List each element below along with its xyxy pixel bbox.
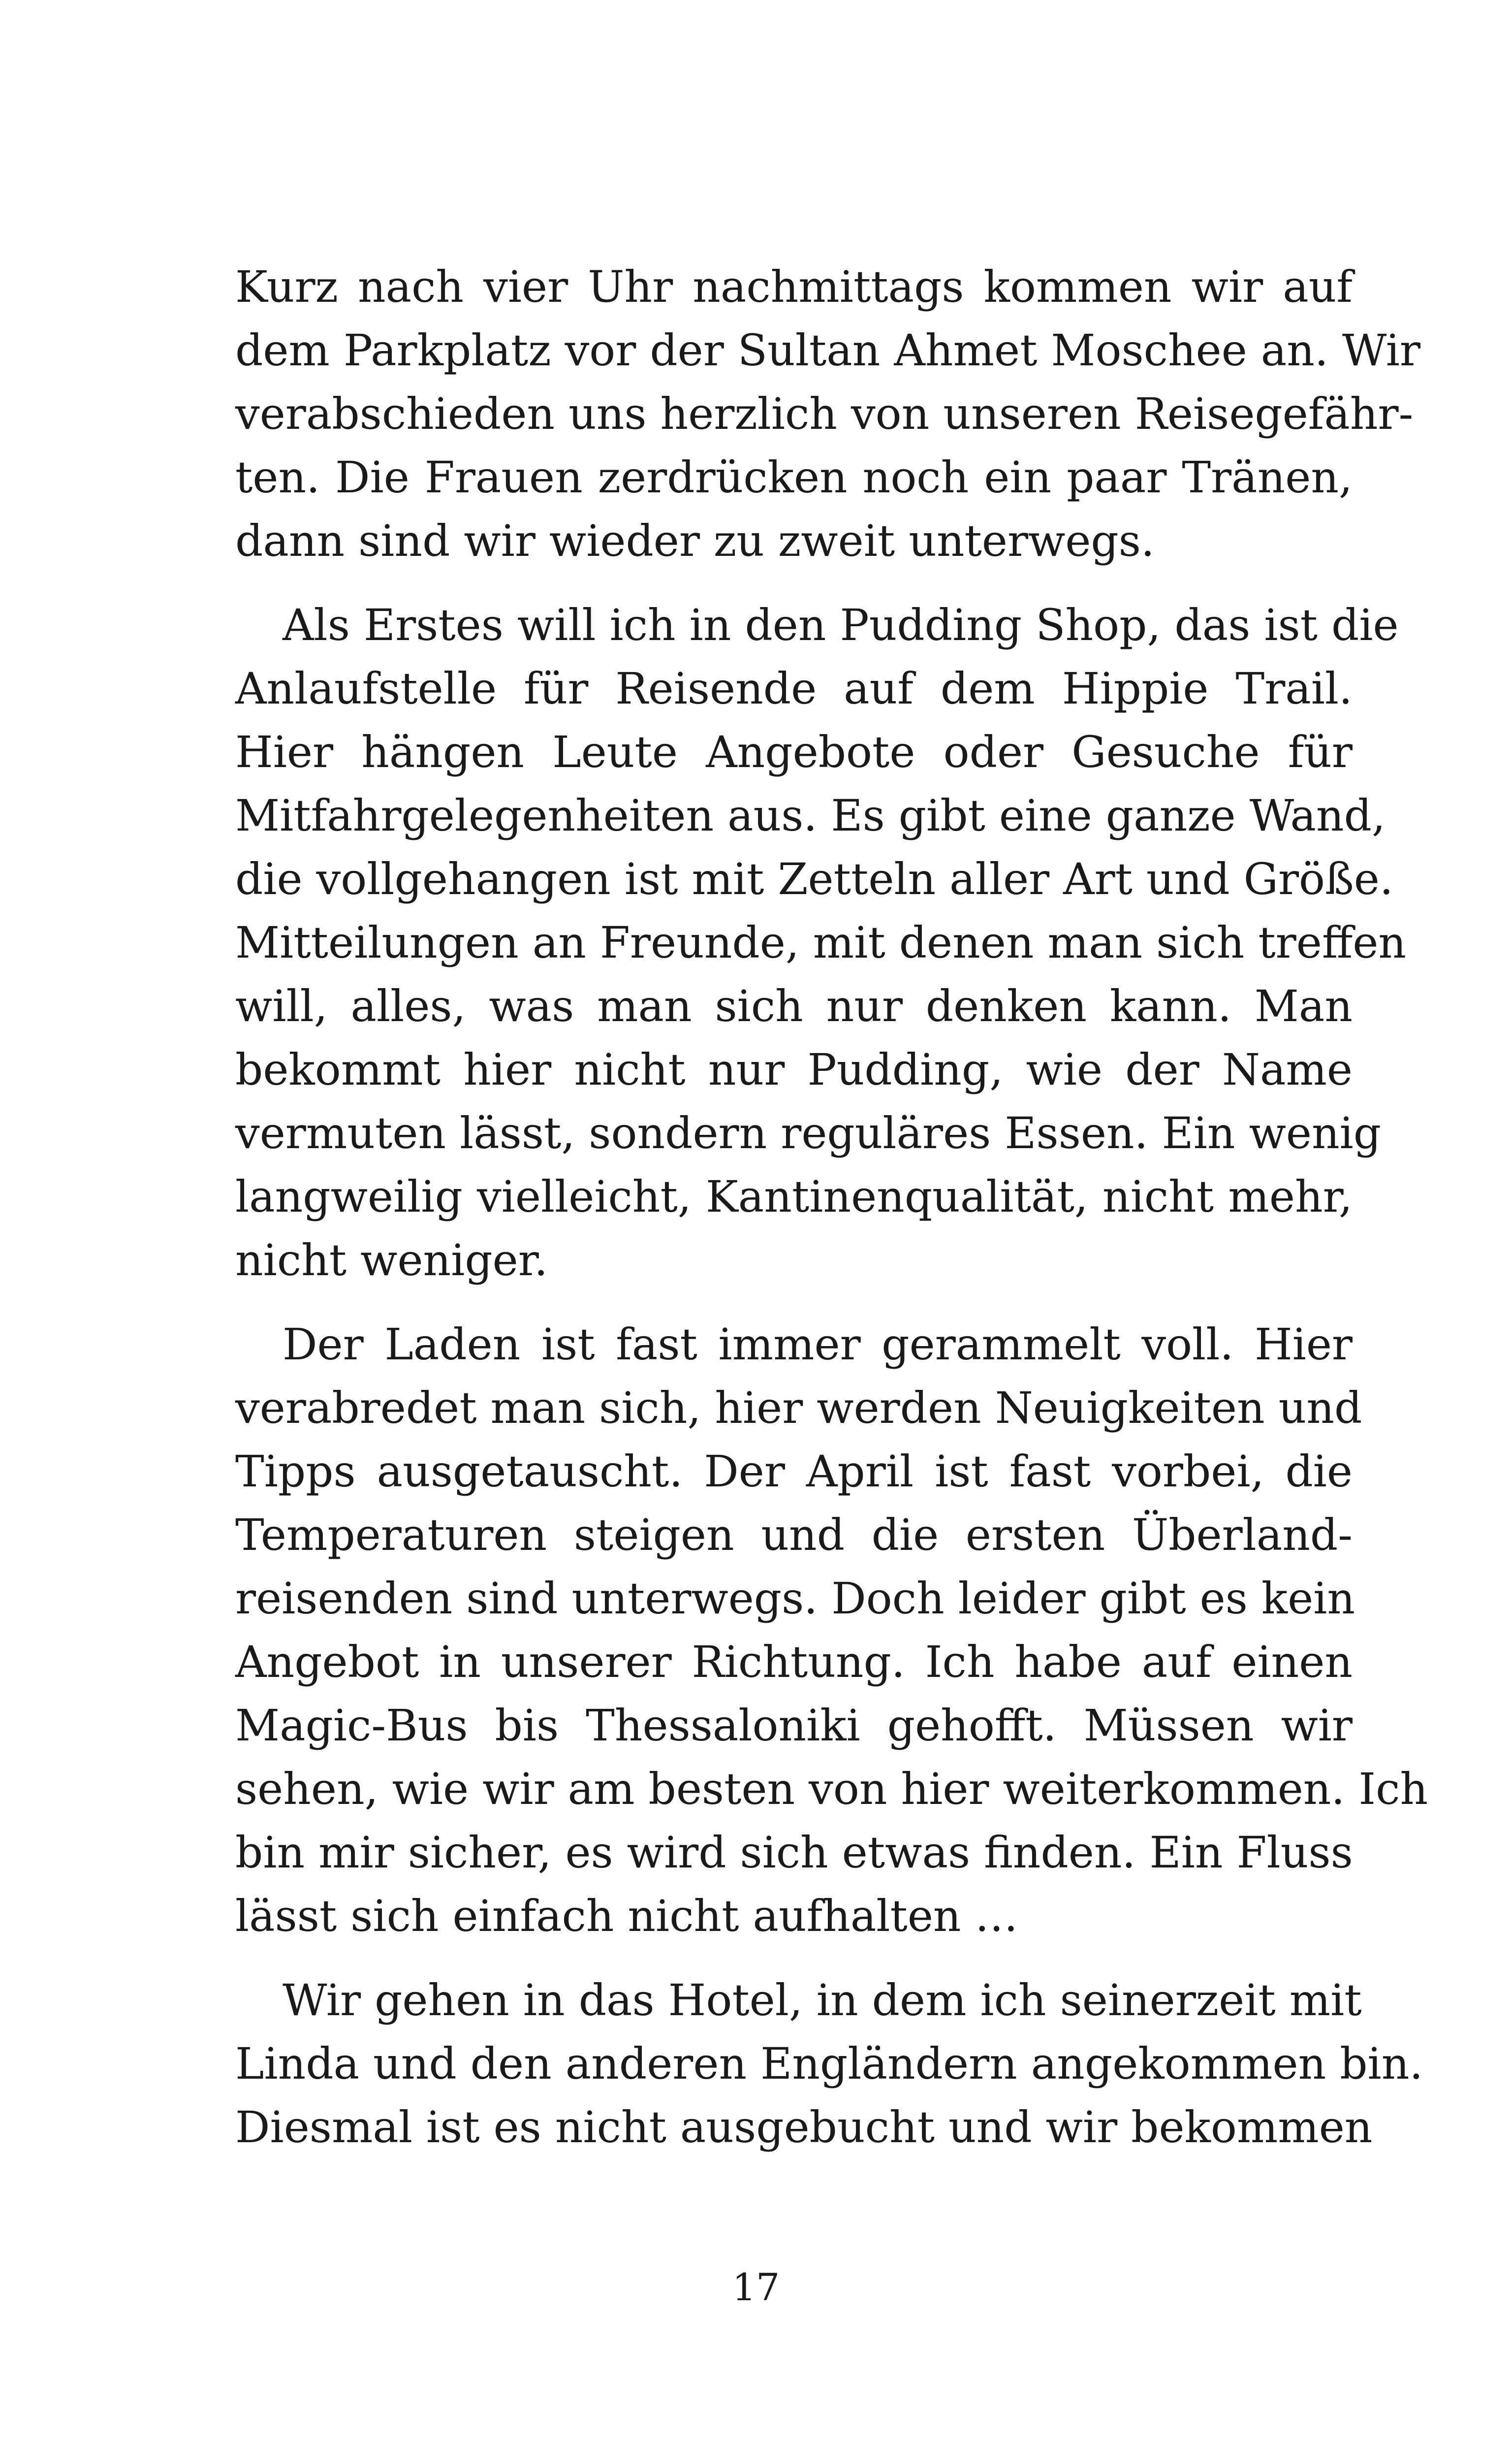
paragraph-1-line-5: dann sind wir wieder zu zweit unterwegs. (235, 515, 1155, 566)
paragraph-3-line-5: reisenden sind unterwegs. Doch leider gibt es kein (235, 1573, 1355, 1624)
paragraph-gap (235, 573, 1353, 593)
paragraph-2-line-5: die vollgehangen ist mit Zetteln aller Art und Größe. (235, 854, 1393, 904)
paragraph-2-line-8: bekommt hier nicht nur Pudding, wie der Name (235, 1044, 1353, 1095)
paragraph-1-line-3: verabschieden uns herzlich von unseren Reisegefähr- (235, 388, 1414, 439)
paragraph-gap (235, 1948, 1353, 1968)
paragraph-3-line-7: Magic-Bus bis Thessaloniki gehofft. Müssen wir (235, 1700, 1353, 1751)
paragraph-1-line-1: Kurz nach vier Uhr nachmittags kommen wir auf (235, 261, 1353, 312)
paragraph-2-line-11: nicht weniger. (235, 1235, 548, 1286)
paragraph-1-line-4: ten. Die Frauen zerdrücken noch ein paar Tränen, (235, 452, 1353, 503)
paragraph-3-line-9: bin mir sicher, es wird sich etwas finden. Ein Fluss (235, 1827, 1353, 1878)
paragraph-3-line-3: Tipps ausgetauscht. Der April ist fast vorbei, die (235, 1446, 1353, 1497)
paragraph-4-line-1: Wir gehen in das Hotel, in dem ich seinerzeit mit (283, 1975, 1362, 2025)
paragraph-2-line-6: Mitteilungen an Freunde, mit denen man sich treffen (235, 917, 1407, 968)
paragraph-4-line-3: Diesmal ist es nicht ausgebucht und wir bekommen (235, 2102, 1373, 2153)
paragraph-2-line-3: Hier hängen Leute Angebote oder Gesuche für (235, 727, 1353, 777)
paragraph-2-line-7: will, alles, was man sich nur denken kann. Man (235, 981, 1353, 1031)
paragraph-1-line-2: dem Parkplatz vor der Sultan Ahmet Moschee an. Wir (235, 325, 1420, 376)
paragraph-2-line-4: Mitfahrgelegenheiten aus. Es gibt eine ganze Wand, (235, 790, 1386, 841)
paragraph-3-line-2: verabredet man sich, hier werden Neuigkeiten und (235, 1382, 1362, 1433)
paragraph-3-line-4: Temperaturen steigen und die ersten Überland- (235, 1510, 1353, 1560)
paragraph-2-line-10: langweilig vielleicht, Kantinenqualität, nicht mehr, (235, 1171, 1353, 1222)
paragraph-gap (235, 1292, 1353, 1313)
paragraph-2-line-2: Anlaufstelle für Reisende auf dem Hippie Trail. (235, 663, 1353, 714)
body-text (235, 255, 1428, 2159)
paragraph-3-line-10: lässt sich einfach nicht aufhalten … (235, 1891, 1018, 1941)
paragraph-3-line-1: Der Laden ist fast immer gerammelt voll. Hier (283, 1319, 1353, 1370)
paragraph-2-line-9: vermuten lässt, sondern reguläres Essen. Ein wenig (235, 1108, 1382, 1158)
paragraph-3-line-8: sehen, wie wir am besten von hier weiterkommen. Ich (235, 1764, 1428, 1814)
paragraph-3-line-6: Angebot in unserer Richtung. Ich habe auf einen (235, 1637, 1353, 1687)
paragraph-4-line-2: Linda und den anderen Engländern angekommen bin. (235, 2038, 1423, 2089)
paragraph-2-line-1: Als Erstes will ich in den Pudding Shop, das ist die (283, 600, 1399, 650)
page-number: 17 (732, 2265, 780, 2309)
